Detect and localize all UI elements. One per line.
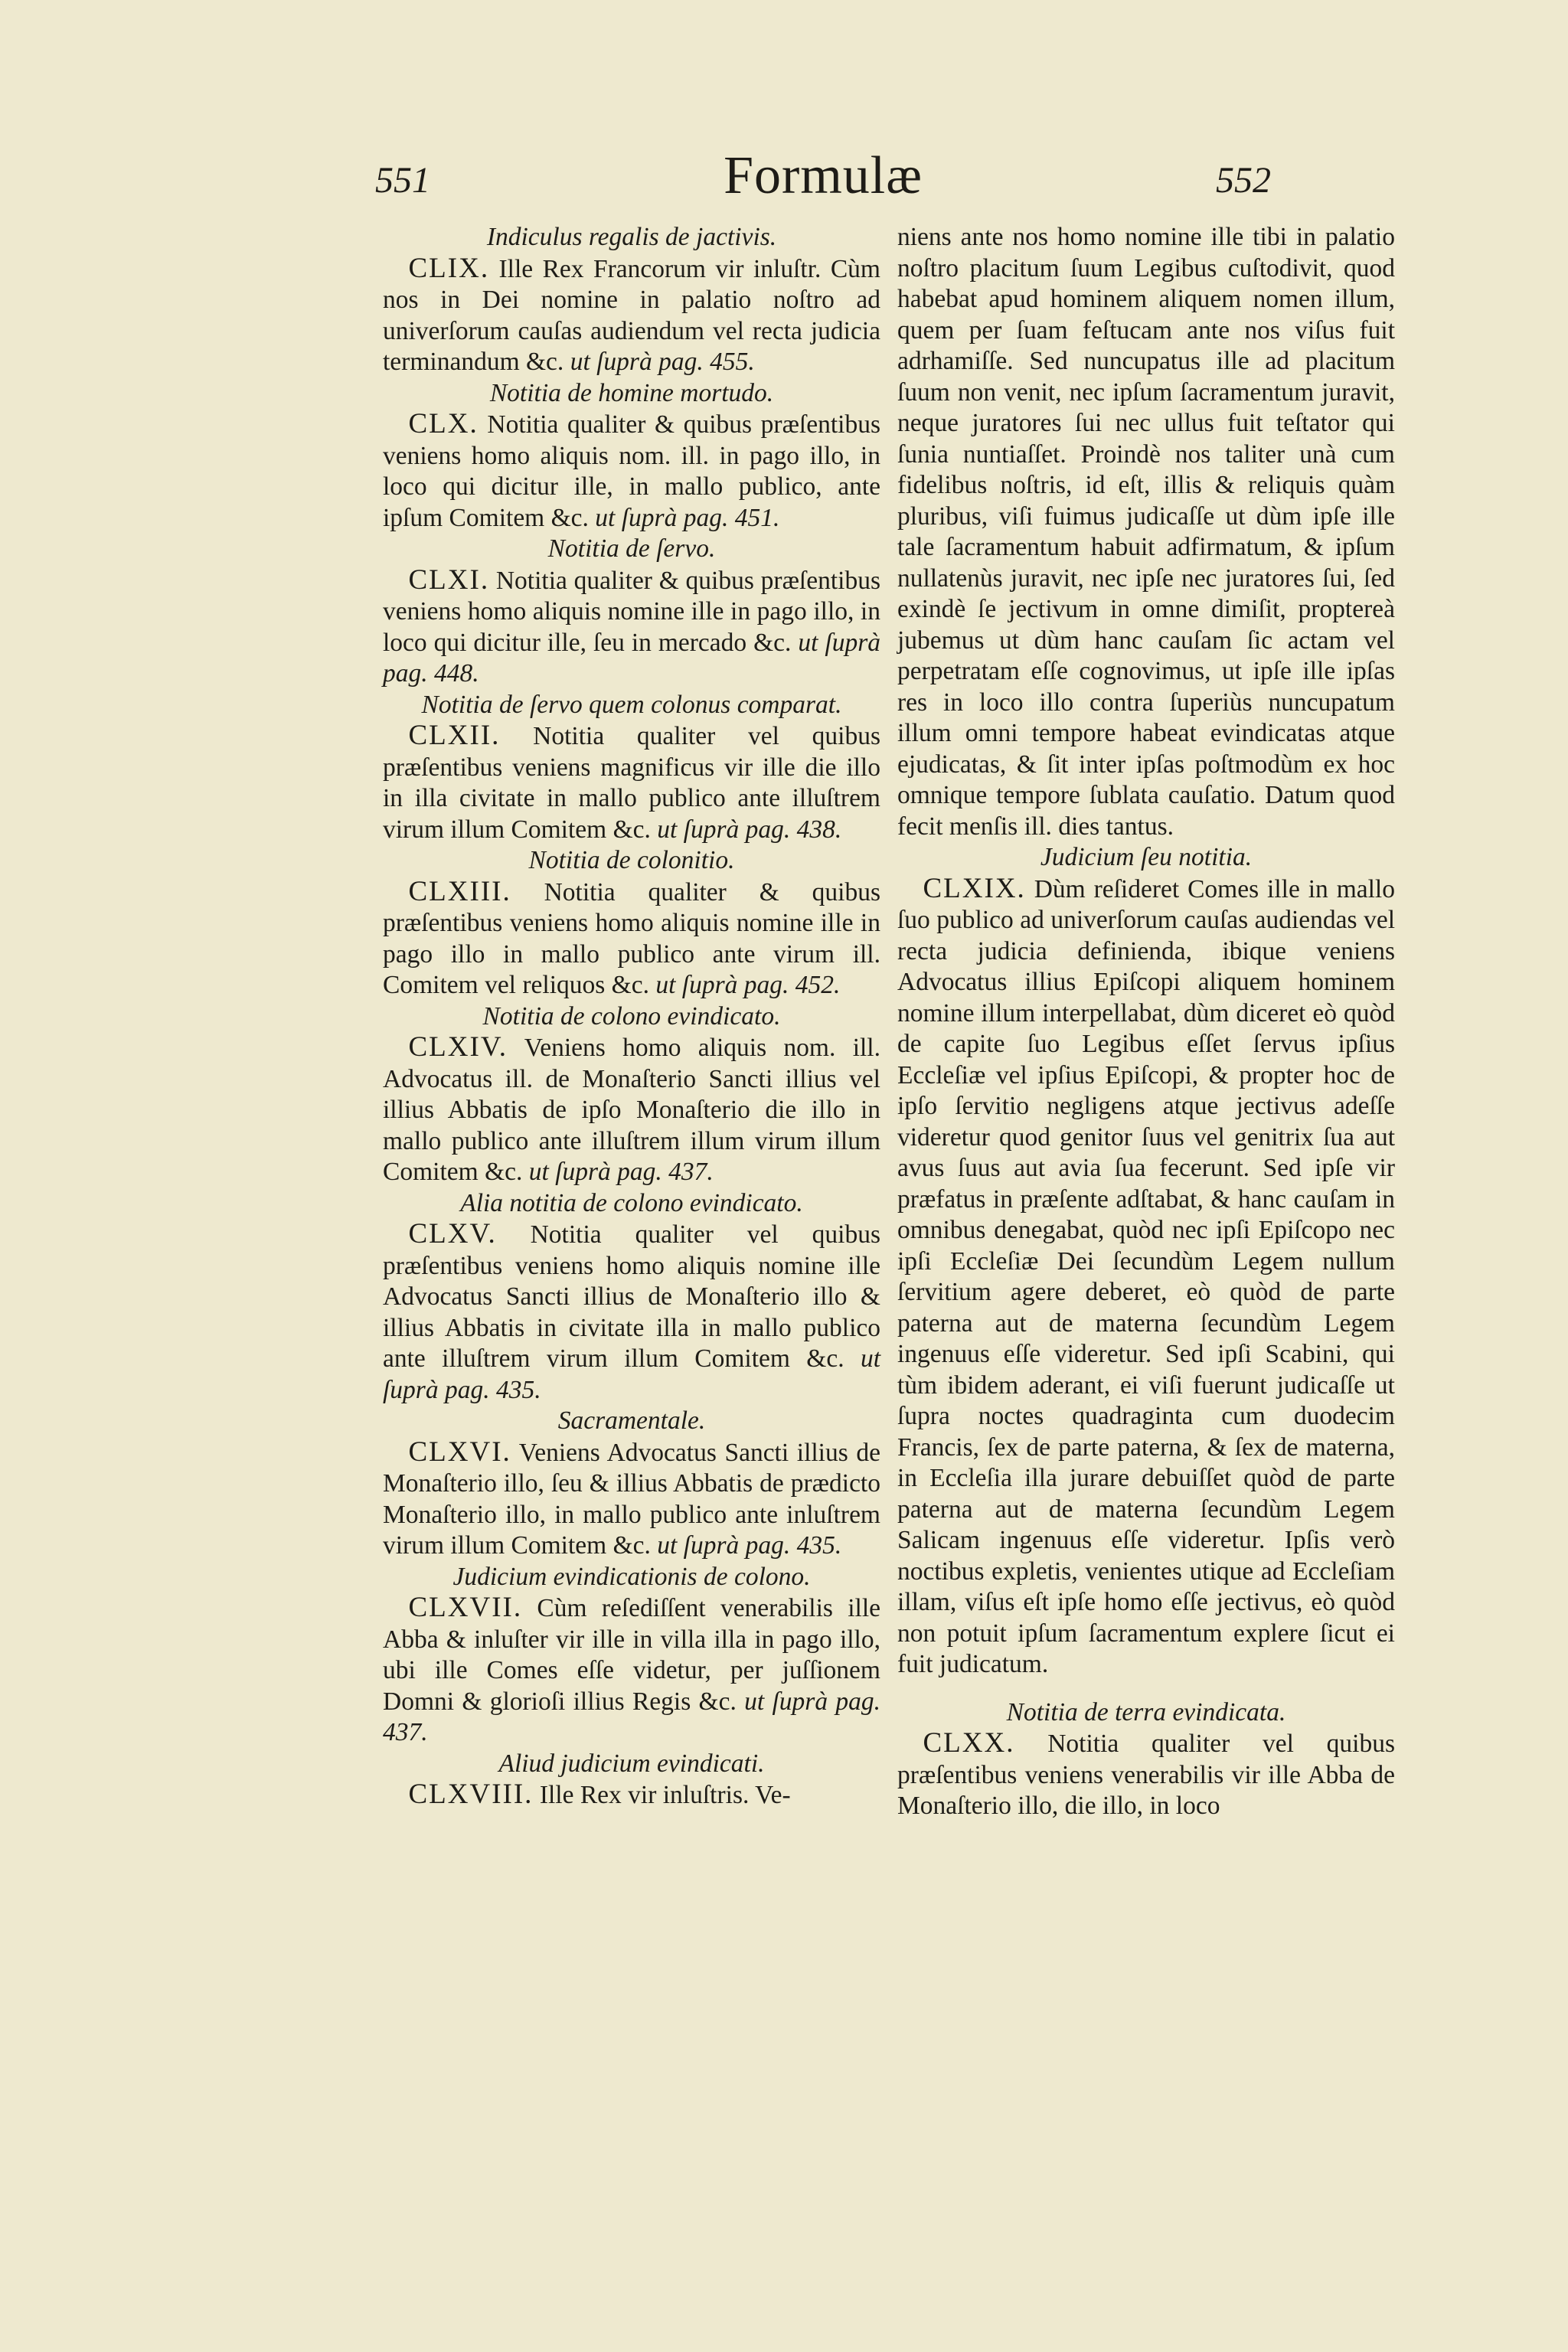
formula-text: Notitia qualiter & quibus præſentibus veniens homo aliquis nomine ille in pago illo in mallo publico ante virum ill. Comitem vel reliquos &c. bbox=[383, 877, 880, 999]
cross-reference: ut ſuprà pag. 448. bbox=[383, 628, 881, 688]
formula-paragraph bbox=[383, 253, 880, 378]
cross-reference: ut ſuprà pag. 437. bbox=[383, 1687, 881, 1746]
formula-number: CLXIV. bbox=[408, 1031, 508, 1063]
formula-number: CLXII. bbox=[408, 720, 501, 751]
formula-text: Ille Rex vir inluſtris. Ve- bbox=[533, 1781, 791, 1809]
formula-paragraph bbox=[383, 1219, 880, 1406]
formula-paragraph bbox=[383, 1779, 880, 1811]
section-heading: Notitia de colono evindicato. bbox=[482, 1001, 781, 1031]
formula-number: CLXV. bbox=[408, 1218, 497, 1250]
formula-paragraph bbox=[383, 409, 880, 534]
cross-reference: ut ſuprà pag. 435. bbox=[383, 1344, 880, 1404]
cross-reference: ut ſuprà pag. 451. bbox=[595, 503, 780, 532]
formula-text: Notitia qualiter vel quibus præſentibus veniens homo aliquis nomine ille Advocatus Sancti illius de Monaſterio illo & illius Abbatis in civitate illa in mallo publico ante illuſtrem virum illum Comitem &c. bbox=[383, 1220, 880, 1373]
running-title: Formulæ bbox=[724, 146, 923, 205]
formula-paragraph bbox=[383, 877, 880, 1001]
cross-reference: ut ſuprà pag. 437. bbox=[528, 1158, 714, 1186]
page-header bbox=[375, 145, 1271, 214]
formula-number: CLIX. bbox=[408, 252, 490, 284]
formula-number: CLXVI. bbox=[408, 1436, 511, 1468]
section-heading: Judicium ſeu notitia. bbox=[1040, 843, 1253, 871]
section-heading: Notitia de terra evindicata. bbox=[1006, 1697, 1286, 1726]
formula-paragraph bbox=[383, 720, 880, 845]
formula-text: Notitia qualiter & quibus præſentibus veniens homo aliquis nomine ille in pago illo, in loco qui dicitur ille, ſeu in mercado &c. bbox=[383, 566, 880, 657]
section-heading: Sacramentale. bbox=[557, 1406, 706, 1435]
continued-paragraph: niens ante nos homo nomine ille tibi in palatio noſtro placitum ſuum Legibus cuſtodivit, quod habebat apud hominem aliquem nomen illum, quem per ſuam feſtucam ante nos viſus fuit adrhamiſſe. Sed nuncupatus ille ad placitum ſuum non venit, nec ipſum ſacramentum juravit, neque juratores ſui nec ullus fuit teſtator qui ſunia nuntiaſſet. Proindè nos taliter unà cum fidelibus noſtris, id eſt, illis & reliquis quàm pluribus, viſi fuimus judicaſſe ut dùm ipſe ille tale ſacramentum habuit adfirmatum, & ipſum nullatenùs juravit, nec ipſe nec juratores ſui, ſed exindè ſe jectivum in omne dimiſit, proptereà jubemus ut dùm hanc cauſam ſic actam vel perpetratam eſſe cognovimus, ut ipſe ille ipſas res in loco illo contra ſuperiùs nuncupatum illum omni tempore habeat evindicatas atque ejudicatas, & ſit inter ipſas poſtmodùm ex hoc omnique tempore ſublata cauſatio. Datum quod fecit menſis ill. dies tantus. bbox=[897, 223, 1395, 841]
spacer bbox=[897, 1681, 1395, 1697]
section-heading: Judicium evindicationis de colono. bbox=[452, 1562, 811, 1591]
formula-paragraph bbox=[383, 1437, 880, 1562]
section-heading: Notitia de ſervo. bbox=[547, 534, 716, 563]
page-number-right: 552 bbox=[1216, 160, 1271, 201]
section-heading: Notitia de ſervo quem colonus comparat. bbox=[421, 690, 842, 719]
formula-text: Notitia qualiter vel quibus præſentibus veniens venerabilis vir ille Abba de Monaſterio illo, die illo, in loco bbox=[897, 1730, 1395, 1820]
formula-paragraph bbox=[897, 1728, 1395, 1822]
section-heading: Alia notitia de colono evindicato. bbox=[460, 1188, 803, 1217]
cross-reference: ut ſuprà pag. 452. bbox=[655, 971, 841, 999]
page-number-left: 551 bbox=[375, 160, 430, 201]
right-column bbox=[897, 222, 1395, 1822]
cross-reference: ut ſuprà pag. 435. bbox=[657, 1531, 842, 1560]
section-heading: Indiculus regalis de jactivis. bbox=[486, 223, 777, 251]
formula-paragraph bbox=[383, 1032, 880, 1188]
formula-number: CLXVIII. bbox=[408, 1779, 534, 1810]
formula-number: CLXVII. bbox=[408, 1592, 523, 1623]
formula-number: CLXX. bbox=[923, 1727, 1015, 1759]
formula-number: CLXI. bbox=[408, 564, 490, 596]
cross-reference: ut ſuprà pag. 438. bbox=[657, 815, 842, 844]
formula-number: CLX. bbox=[408, 408, 479, 439]
formula-paragraph bbox=[897, 874, 1395, 1681]
formula-text: Veniens Advocatus Sancti illius de Monaſterio illo, ſeu & illius Abbatis de prædicto Monaſterio illo, in mallo publico ante inluſtrem virum illum Comitem &c. bbox=[383, 1438, 880, 1560]
formula-text: Dùm reſideret Comes ille in mallo ſuo publico ad univerſorum cauſas audiendas vel recta judicia definienda, ibique veniens Advocatus illius Epiſcopi aliquem hominem nomine illum interpellabat, dùm diceret eò quòd de capite ſuo Legibus eſſet ſervus ipſius Eccleſiæ vel ipſius Epiſcopi, & propter hoc de ipſo ſervitio negligens atque jectivus adeſſe videretur quod genitor ſuus vel genitrix ſua aut avus ſuus aut avia ſua fecerunt. Sed ipſe vir præfatus in præſente adſtabat, & hanc cauſam in omnibus denegabat, quòd nec ipſi Epiſcopo nec ipſi Eccleſiæ Dei ſecundùm Legem nullum ſervitium agere deberet, eò quòd de parte paterna aut de materna ſecundùm Legem ingenuus eſſe videretur. Sed ipſi Scabini, qui tùm ibidem aderant, ei viſi fuerunt judicaſſe ut ſupra noctes quadraginta cum duodecim Francis, ſex de parte paterna, & ſex de materna, in Eccleſia illa jurare debuiſſet quòd de parte paterna aut de materna ſecundùm Legem Salicam ingenuus eſſe videretur. Ipſis verò noctibus expletis, venientes utique ad Eccleſiam illam, viſus eſt ipſe homo eſſe jectivus, eò quòd non potuit ipſum ſacramentum explere ſicut ei fuit judicatum. bbox=[897, 874, 1395, 1678]
formula-text: Notitia qualiter & quibus præſentibus veniens homo aliquis nom. ill. in pago illo, in loco qui dicitur ille, in mallo publico, ante ipſum Comitem &c. bbox=[383, 410, 880, 532]
formula-number: CLXIII. bbox=[408, 875, 511, 907]
cross-reference: ut ſuprà pag. 455. bbox=[570, 348, 755, 376]
section-heading: Notitia de homine mortudo. bbox=[489, 378, 774, 407]
formula-paragraph bbox=[383, 565, 880, 690]
formula-text: Notitia qualiter vel quibus præſentibus veniens magnificus vir ille die illo in illa civitate in mallo publico ante illuſtrem virum illum Comitem &c. bbox=[383, 722, 880, 844]
formula-text: Cùm reſediſſent venerabilis ille Abba & inluſter vir ille in villa illa in pago illo, ubi ille Comes eſſe videtur, per juſſionem Domni & glorioſi illius Regis &c. bbox=[383, 1594, 880, 1716]
left-column bbox=[383, 222, 880, 1811]
formula-paragraph bbox=[383, 1592, 880, 1749]
formula-text: Veniens homo aliquis nom. ill. Advocatus ill. de Monaſterio Sancti illius vel illius Abbatis de ipſo Monaſterio die illo in mallo publico ante illuſtrem illum virum illum Comitem &c. bbox=[383, 1034, 880, 1186]
section-heading: Aliud judicium evindicati. bbox=[498, 1749, 765, 1778]
formula-number: CLXIX. bbox=[923, 872, 1026, 904]
formula-text: Ille Rex Francorum vir inluſtr. Cùm nos in Dei nomine in palatio noſtro ad univerſorum cauſas audiendum vel recta judicia terminandum &c. bbox=[383, 254, 880, 376]
section-heading: Notitia de colonitio. bbox=[528, 846, 735, 874]
